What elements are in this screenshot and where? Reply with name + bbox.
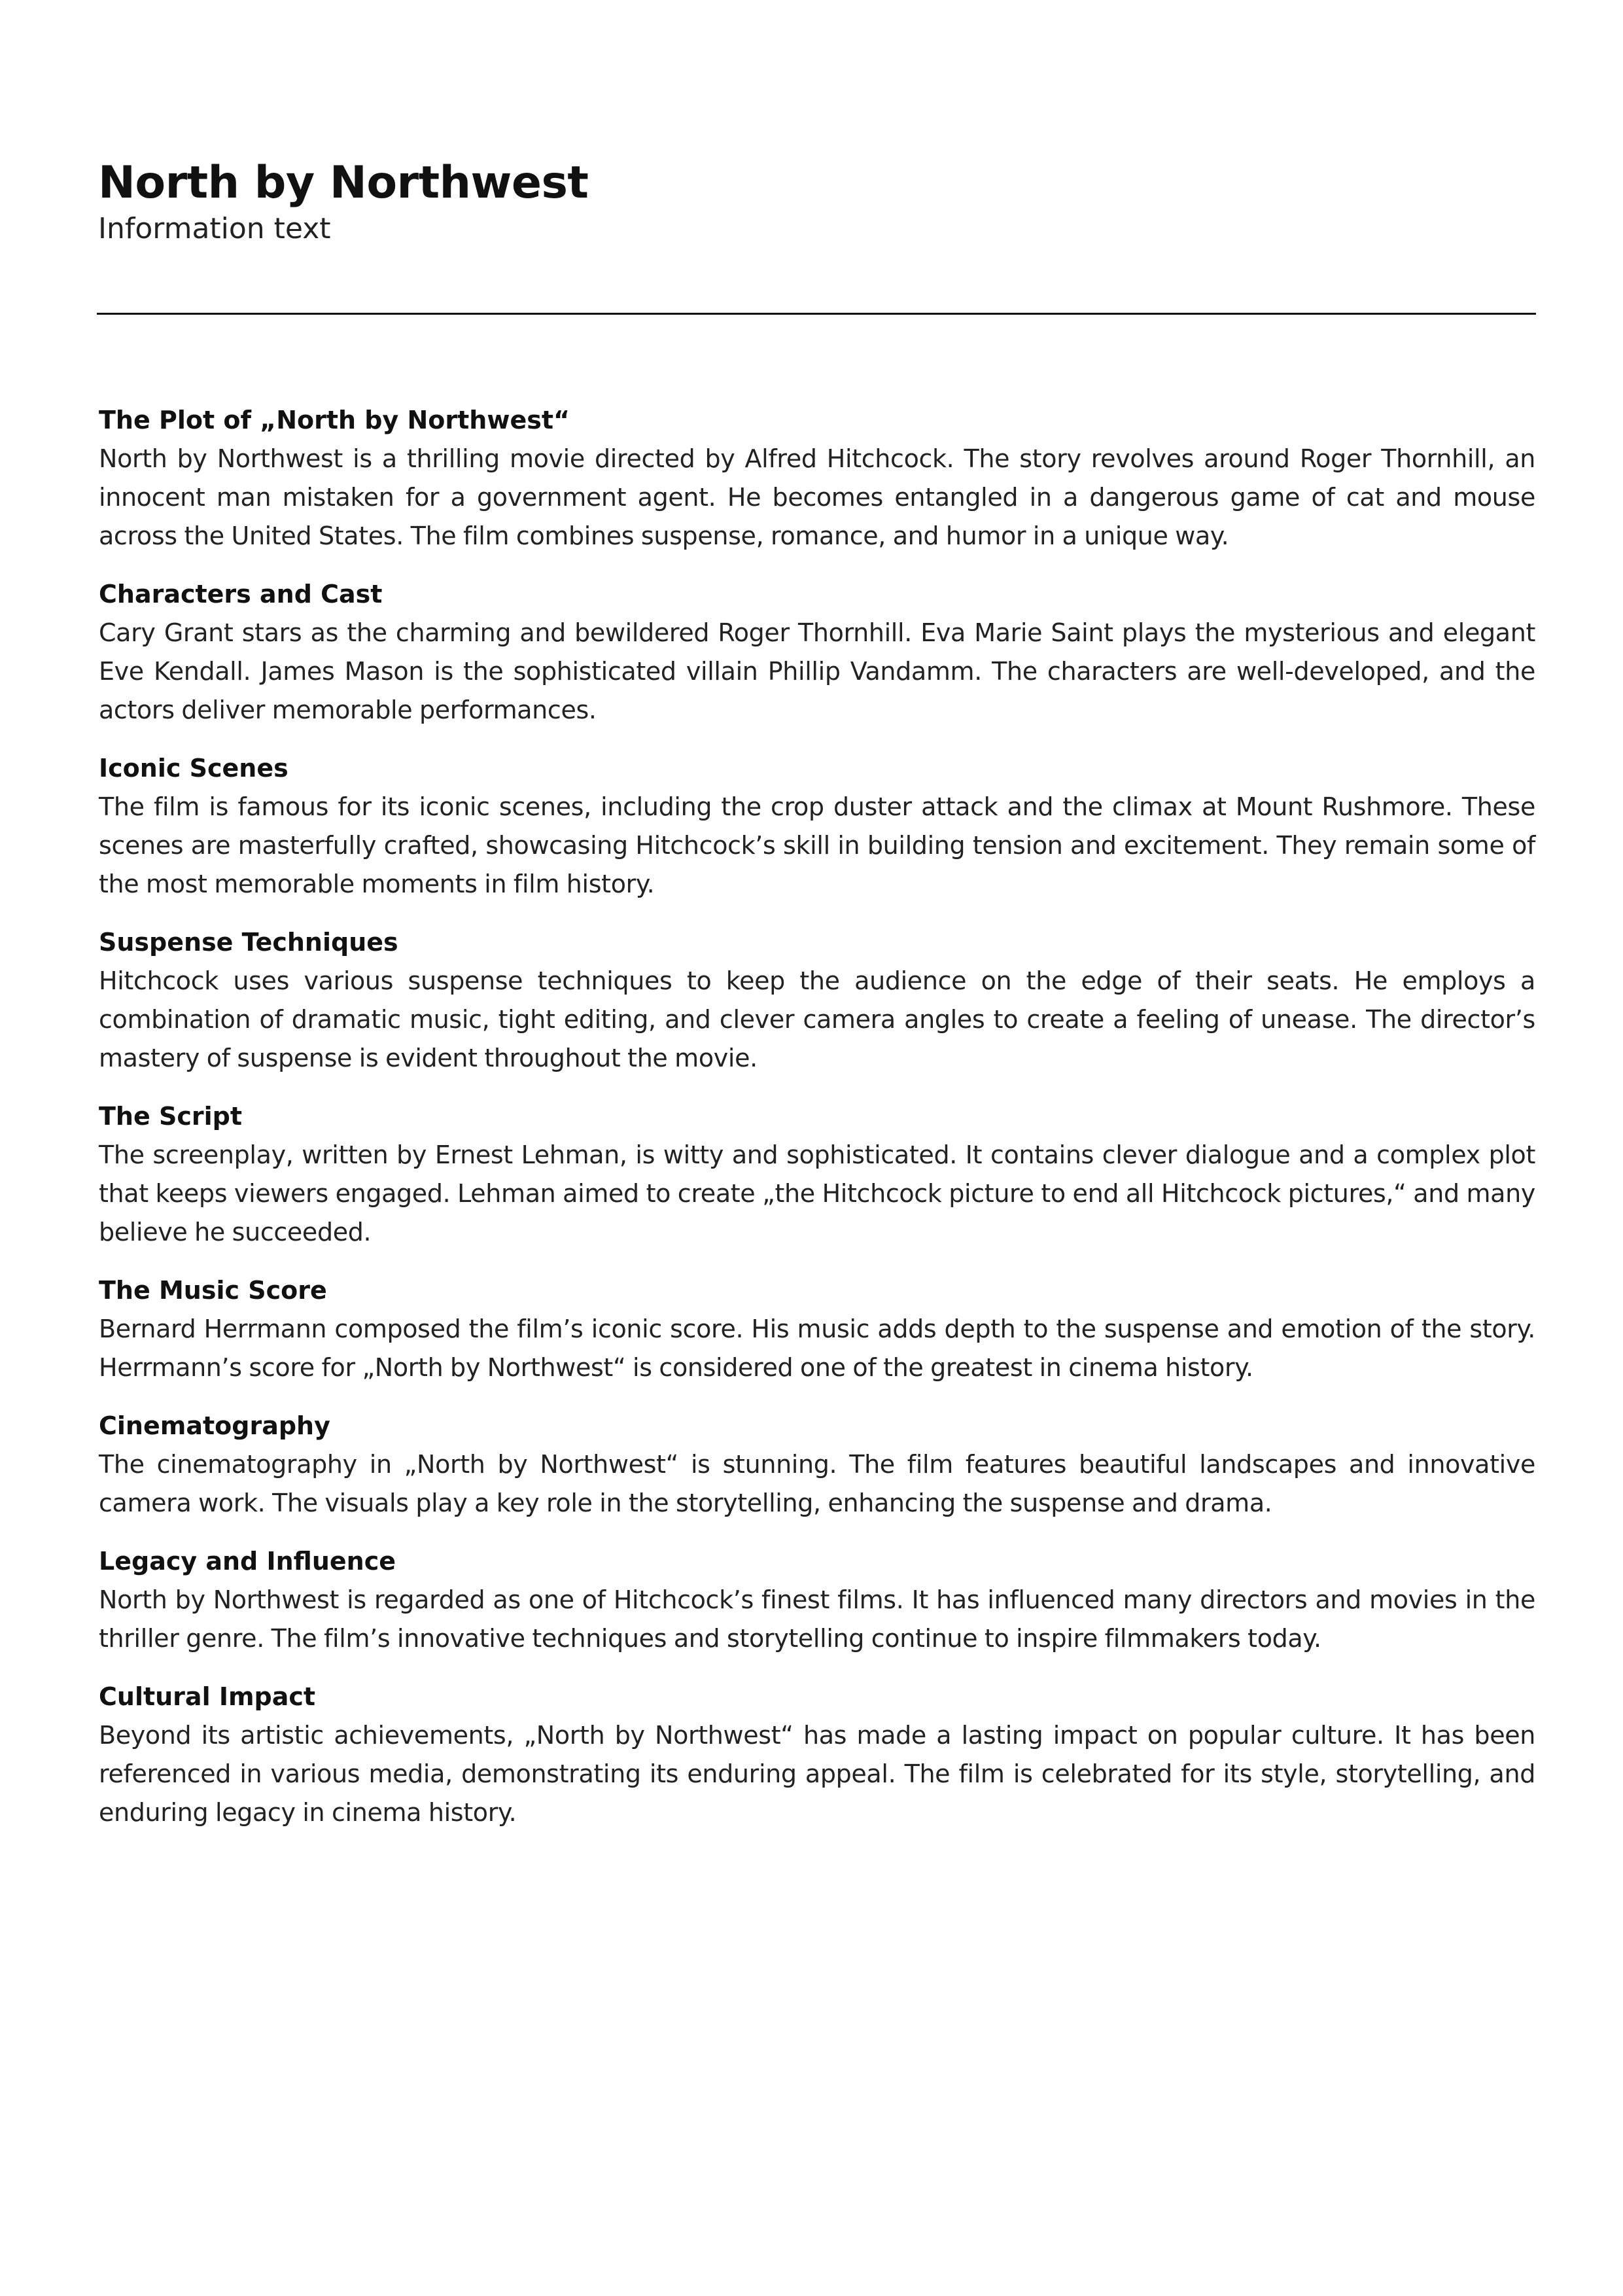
section-music-score — [99, 1271, 1535, 1387]
section-body: Beyond its artistic achievements, „North by Northwest“ has made a lasting impact on popular culture. It has been referenced in various media, demonstrating its enduring appeal. The film is celebrated for its style, storytelling, and enduring legacy in cinema history. — [99, 1721, 1535, 1827]
section-heading: Iconic Scenes — [99, 754, 288, 783]
section-the-script — [99, 1097, 1535, 1252]
section-suspense-techniques — [99, 923, 1535, 1078]
header-divider — [97, 313, 1536, 315]
section-body: Cary Grant stars as the charming and bewildered Roger Thornhill. Eva Marie Saint plays the mysterious and elegant Eve Kendall. James Mason is the sophisticated villain Phillip Vandamm. The characters are well-developed, and the actors deliver memorable performances. — [99, 618, 1535, 724]
section-heading: The Script — [99, 1102, 243, 1131]
section-cultural-impact — [99, 1677, 1535, 1832]
section-heading: The Music Score — [99, 1276, 327, 1305]
section-heading: Characters and Cast — [99, 580, 383, 609]
document-content — [99, 400, 1535, 1851]
section-body: Hitchcock uses various suspense techniques to keep the audience on the edge of their seats. He employs a combination of dramatic music, tight editing, and clever camera angles to create a feeling of unease. The director’s mastery of suspense is evident throughout the movie. — [99, 966, 1535, 1072]
section-body: The cinematography in „North by Northwest“ is stunning. The film features beautiful landscapes and innovative camera work. The visuals play a key role in the storytelling, enhancing the suspense and drama. — [99, 1450, 1535, 1517]
section-heading: Cultural Impact — [99, 1682, 316, 1711]
section-body: North by Northwest is a thrilling movie directed by Alfred Hitchcock. The story revolves around Roger Thornhill, an innocent man mistaken for a government agent. He becomes entangled in a dangerous game of cat and mouse across the United States. The film combines suspense, romance, and humor in a unique way. — [99, 444, 1535, 550]
section-body: The screenplay, written by Ernest Lehman, is witty and sophisticated. It contains clever dialogue and a complex plot that keeps viewers engaged. Lehman aimed to create „the Hitchcock picture to end all Hitchcock pictures,“ and many believe he succeeded. — [99, 1140, 1535, 1246]
section-iconic-scenes — [99, 749, 1535, 904]
section-heading: Cinematography — [99, 1411, 330, 1440]
section-heading: Suspense Techniques — [99, 928, 398, 957]
document-subtitle: Information text — [98, 212, 331, 245]
document-title: North by Northwest — [98, 157, 589, 209]
section-legacy-and-influence — [99, 1542, 1535, 1658]
section-heading: Legacy and Influence — [99, 1547, 396, 1576]
section-heading: The Plot of „North by Northwest“ — [99, 406, 570, 434]
section-plot — [99, 400, 1535, 556]
section-characters-and-cast — [99, 574, 1535, 730]
section-cinematography — [99, 1406, 1535, 1523]
section-body: The film is famous for its iconic scenes, including the crop duster attack and the climax at Mount Rushmore. These scenes are masterfully crafted, showcasing Hitchcock’s skill in building tension and excitement. They remain some of the most memorable moments in film history. — [99, 792, 1535, 898]
document-header — [98, 156, 1537, 247]
section-body: North by Northwest is regarded as one of Hitchcock’s finest films. It has influenced many directors and movies in the thriller genre. The film’s innovative techniques and storytelling continue to inspire filmmakers today. — [99, 1585, 1535, 1653]
section-body: Bernard Herrmann composed the film’s iconic score. His music adds depth to the suspense and emotion of the story. Herrmann’s score for „North by Northwest“ is considered one of the greatest in cinema history. — [99, 1315, 1535, 1382]
